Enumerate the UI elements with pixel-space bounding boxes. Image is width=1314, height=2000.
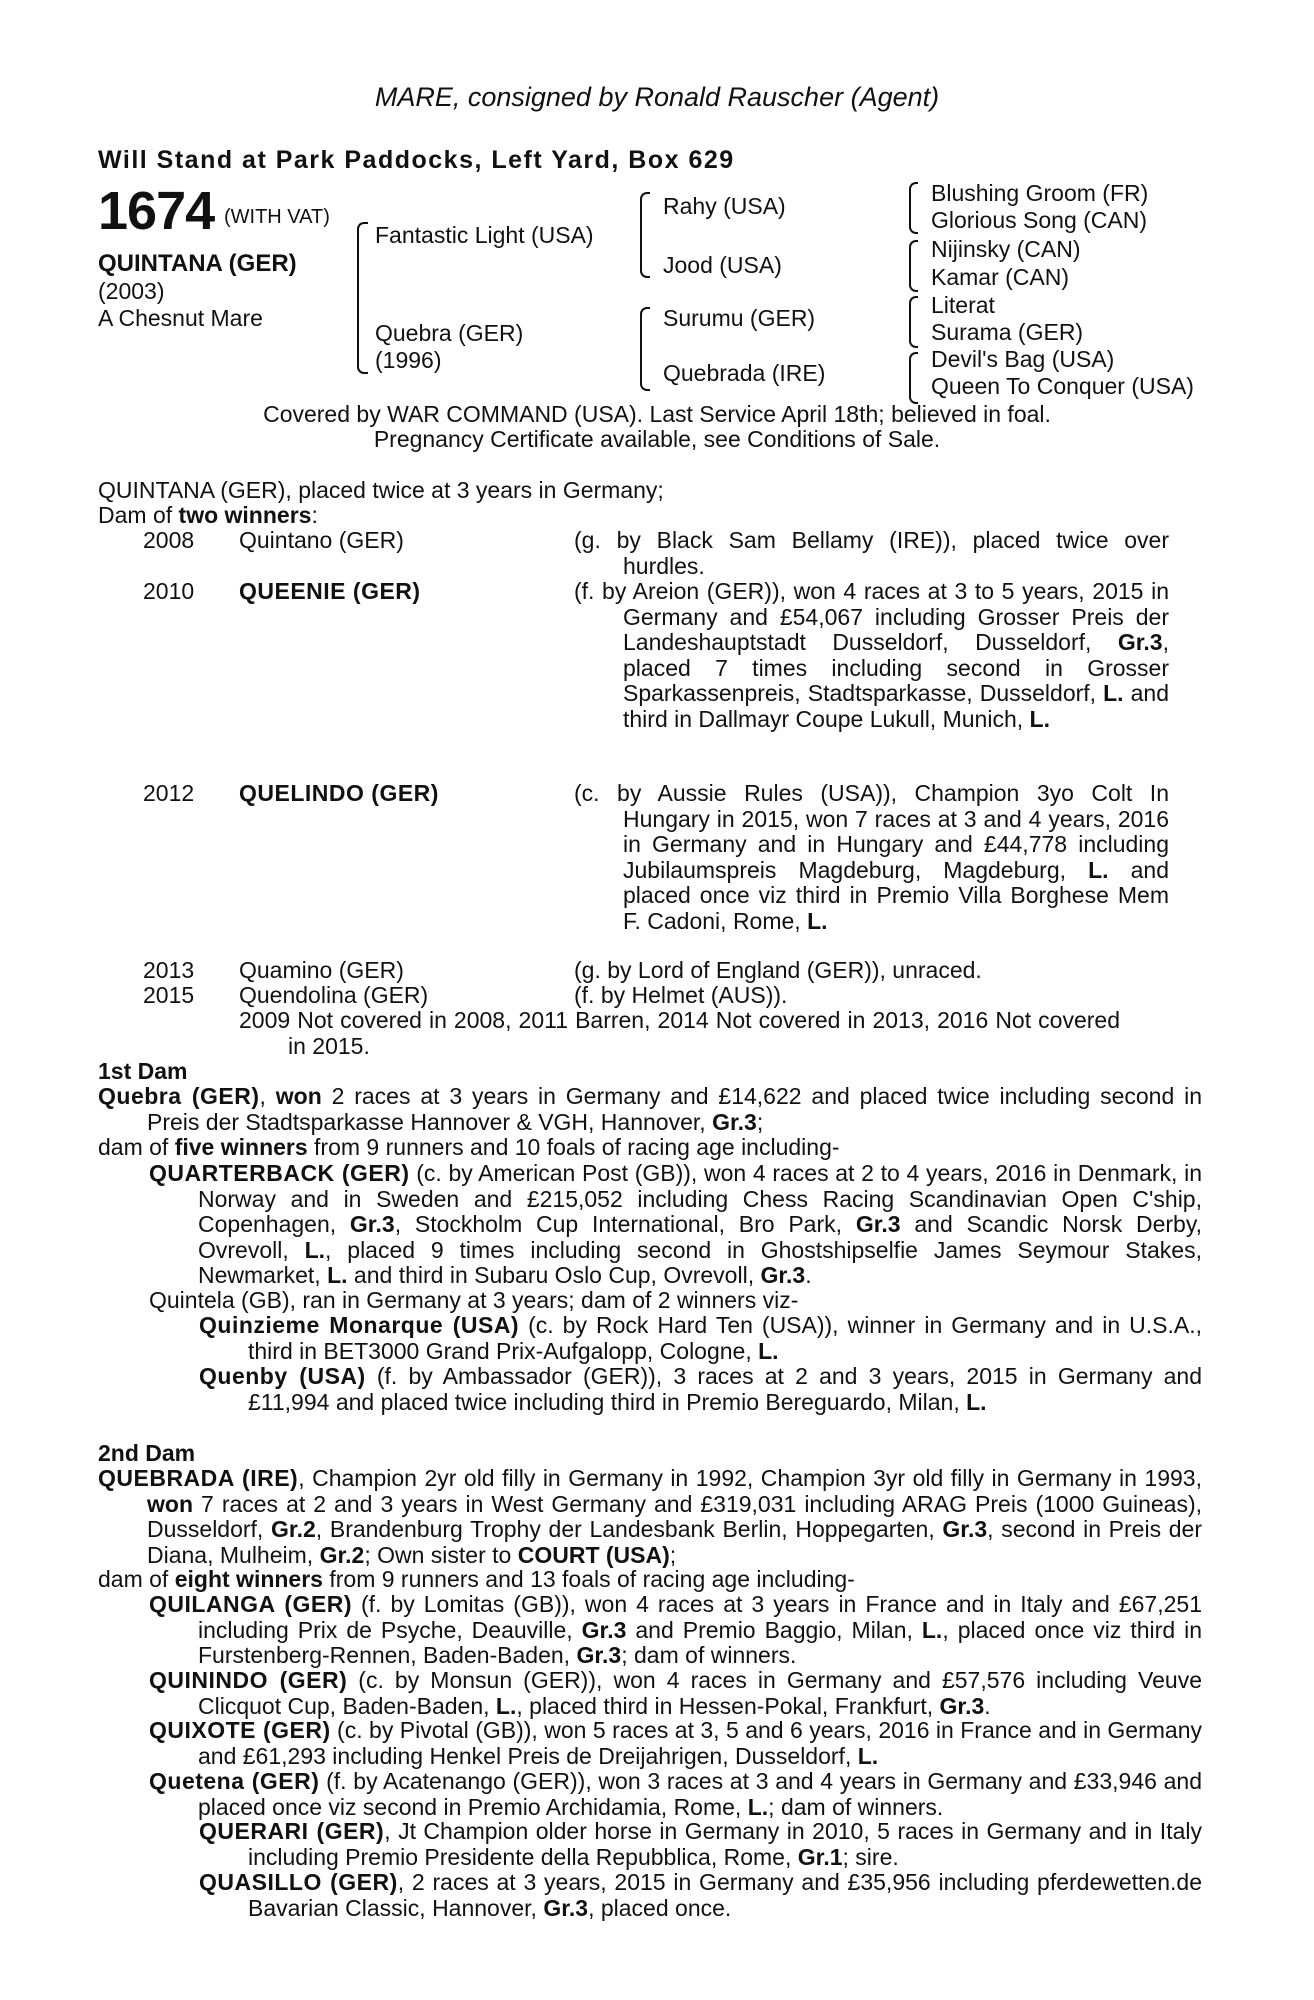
- produce-record: (g. by Black Sam Bellamy (IRE)), placed twice over hurdles.: [574, 527, 1169, 579]
- progeny-entry: QUERARI (GER), Jt Champion older horse in Germany in 2010, 5 races in Germany and in Italy including Premio Presidente della Repubblica, Rome, Gr.1; sire.: [199, 1818, 1202, 1870]
- pedigree-brace: [357, 222, 368, 374]
- pedigree-dam-year: (1996): [375, 347, 442, 373]
- pedigree-brace: [909, 182, 918, 234]
- lot-number: 1674: [98, 181, 215, 241]
- pedigree-ancestor: Kamar (CAN): [931, 264, 1070, 290]
- produce-record: (c. by Aussie Rules (USA)), Champion 3yo Colt In Hungary in 2015, won 7 races at 3 and 4 years, 2016 in Germany and in Hungary and £44,778 including Jubilaumspreis Magdeburg, Magdeburg, L. and placed once viz third in Premio Villa Borghese Mem F. Cadoni, Rome, L.: [574, 780, 1169, 934]
- progeny-entry: Quinzieme Monarque (USA) (c. by Rock Hard Ten (USA)), winner in Germany and in U.S.A., third in BET3000 Grand Prix-Aufgalopp, Cologne, L.: [199, 1312, 1202, 1364]
- pedigree-dam-dam: Quebrada (IRE): [663, 360, 826, 386]
- section-heading: 1st Dam: [98, 1058, 188, 1084]
- pedigree-ancestor: Blushing Groom (FR): [931, 180, 1149, 206]
- produce-name: Quendolina (GER): [239, 982, 429, 1008]
- covering-note: 2009 Not covered in 2008, 2011 Barren, 2014 Not covered in 2013, 2016 Not covered in 2015.: [239, 1007, 1120, 1059]
- progeny-entry: QUILANGA (GER) (f. by Lomitas (GB)), won 4 races at 3 years in France and in Italy and £67,251 including Prix de Psyche, Deauville, Gr.3 and Premio Baggio, Milan, L., placed once viz third in Furstenberg-Rennen, Baden-Baden, Gr.3; dam of winners.: [149, 1591, 1202, 1668]
- produce-year: 2008: [143, 527, 195, 553]
- pedigree-ancestor: Nijinsky (CAN): [931, 236, 1081, 262]
- produce-name: QUEENIE (GER): [239, 578, 421, 604]
- pedigree-brace: [640, 192, 650, 278]
- progeny-entry: Quintela (GB), ran in Germany at 3 years; dam of 2 winners viz-: [149, 1287, 799, 1313]
- produce-year: 2015: [143, 982, 195, 1008]
- horse-year: (2003): [98, 278, 165, 304]
- pedigree-ancestor: Devil's Bag (USA): [931, 346, 1115, 372]
- pedigree-dam-sire: Surumu (GER): [663, 305, 816, 331]
- covered-note: Covered by WAR COMMAND (USA). Last Service April 18th; believed in foal.: [263, 401, 1051, 427]
- produce-year: 2012: [143, 780, 195, 806]
- stand-location: Will Stand at Park Paddocks, Left Yard, Box 629: [98, 146, 735, 174]
- produce-record: (f. by Helmet (AUS)).: [574, 982, 788, 1008]
- pedigree-brace: [909, 296, 918, 348]
- pedigree-ancestor: Literat: [931, 292, 995, 318]
- first-dam-record: Quebra (GER), won 2 races at 3 years in Germany and £14,622 and placed twice including second in Preis der Stadtsparkasse Hannover & VGH, Hannover, Gr.3;: [98, 1083, 1202, 1135]
- pedigree-brace: [640, 307, 650, 391]
- progeny-entry: QUASILLO (GER), 2 races at 3 years, 2015 in Germany and £35,956 including pferdewetten.de Bavarian Classic, Hannover, Gr.3, placed once.: [199, 1869, 1202, 1921]
- consignor-header: MARE, consigned by Ronald Rauscher (Agent): [374, 82, 940, 112]
- section-heading: 2nd Dam: [98, 1440, 196, 1466]
- dam-of-line: dam of five winners from 9 runners and 10 foals of racing age including-: [98, 1134, 840, 1160]
- produce-name: QUELINDO (GER): [239, 780, 439, 806]
- pedigree-sire: Fantastic Light (USA): [375, 222, 594, 248]
- progeny-entry: Quetena (GER) (f. by Acatenango (GER)), won 3 races at 3 and 4 years in Germany and £33,946 and placed once viz second in Premio Archidamia, Rome, L.; dam of winners.: [149, 1768, 1202, 1820]
- pedigree-ancestor: Queen To Conquer (USA): [931, 373, 1194, 399]
- mare-record: QUINTANA (GER), placed twice at 3 years in Germany;: [98, 477, 664, 503]
- progeny-entry: Quenby (USA) (f. by Ambassador (GER)), 3 races at 2 and 3 years, 2015 in Germany and £11,994 and placed twice including third in Premio Bereguardo, Milan, L.: [199, 1363, 1202, 1415]
- pedigree-brace: [909, 352, 918, 404]
- progeny-entry: QUARTERBACK (GER) (c. by American Post (GB)), won 4 races at 2 to 4 years, 2016 in Denmark, in Norway and in Sweden and £215,052 including Chess Racing Scandinavian Open C'ship, Copenhagen, Gr.3, Stockholm Cup International, Bro Park, Gr.3 and Scandic Norsk Derby, Ovrevoll, L., placed 9 times including second in Ghostshipselfie James Seymour Stakes, Newmarket, L. and third in Subaru Oslo Cup, Ovrevoll, Gr.3.: [149, 1160, 1203, 1288]
- produce-year: 2013: [143, 957, 195, 983]
- progeny-entry: QUIXOTE (GER) (c. by Pivotal (GB)), won 5 races at 3, 5 and 6 years, 2016 in France and in Germany and £61,293 including Henkel Preis de Dreijahrigen, Dusseldorf, L.: [149, 1717, 1203, 1769]
- produce-record: (g. by Lord of England (GER)), unraced.: [574, 957, 982, 983]
- pedigree-ancestor: Glorious Song (CAN): [931, 207, 1148, 233]
- horse-name: QUINTANA (GER): [98, 250, 297, 277]
- pedigree-dam: Quebra (GER): [375, 320, 524, 346]
- pedigree-brace: [909, 240, 918, 292]
- dam-of-line: dam of eight winners from 9 runners and 13 foals of racing age including-: [98, 1566, 855, 1592]
- progeny-entry: QUININDO (GER) (c. by Monsun (GER)), won 4 races in Germany and £57,576 including Veuve Clicquot Cup, Baden-Baden, L., placed third in Hessen-Pokal, Frankfurt, Gr.3.: [149, 1667, 1202, 1719]
- produce-name: Quamino (GER): [239, 957, 404, 983]
- dam-of-line: Dam of two winners:: [98, 502, 318, 528]
- pedigree-ancestor: Surama (GER): [931, 319, 1084, 345]
- pregnancy-note: Pregnancy Certificate available, see Conditions of Sale.: [373, 426, 941, 452]
- produce-record: (f. by Areion (GER)), won 4 races at 3 to 5 years, 2015 in Germany and £54,067 including Grosser Preis der Landeshauptstadt Dusseldorf, Dusseldorf, Gr.3, placed 7 times including second in Grosser Sparkassenpreis, Stadtsparkasse, Dusseldorf, L. and third in Dallmayr Coupe Lukull, Munich, L.: [574, 578, 1169, 732]
- horse-description: A Chesnut Mare: [98, 305, 263, 331]
- second-dam-record: QUEBRADA (IRE), Champion 2yr old filly in Germany in 1992, Champion 3yr old filly in Germany in 1993, won 7 races at 2 and 3 years in West Germany and £319,031 including ARAG Preis (1000 Guineas), Dusseldorf, Gr.2, Brandenburg Trophy der Landesbank Berlin, Hoppegarten, Gr.3, second in Preis der Diana, Mulheim, Gr.2; Own sister to COURT (USA);: [98, 1465, 1203, 1568]
- vat-note: (WITH VAT): [224, 206, 330, 228]
- pedigree-sire-sire: Rahy (USA): [663, 193, 786, 219]
- pedigree-sire-dam: Jood (USA): [663, 252, 782, 278]
- produce-name: Quintano (GER): [239, 527, 404, 553]
- produce-year: 2010: [143, 578, 195, 604]
